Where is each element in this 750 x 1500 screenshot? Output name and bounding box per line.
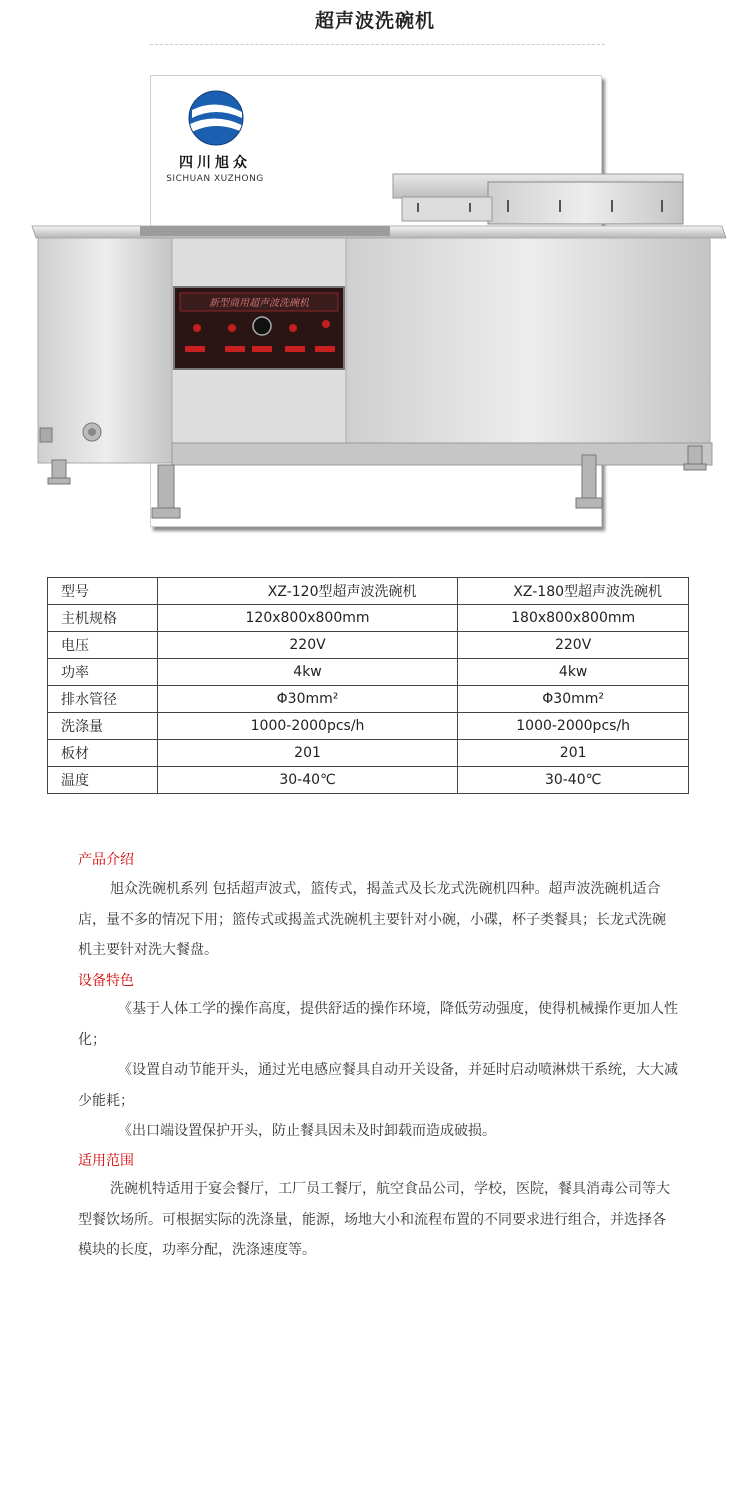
feature-item: 《出口端设置保护开头，防止餐具因未及时卸载而造成破损。 (118, 1123, 496, 1139)
table-cell: 30-40℃ (157, 767, 458, 794)
table-row (48, 659, 689, 686)
table-cell: 型号 (48, 578, 158, 605)
dishwasher-illustration (0, 0, 750, 560)
table-cell: 201 (458, 740, 689, 767)
features-heading: 设备特色 (78, 973, 134, 989)
table-cell: 201 (157, 740, 458, 767)
feature-item: 《设置自动节能开头，通过光电感应餐具自动开关设备，并延时启动喷淋烘干系统，大大减少能耗； (78, 1062, 678, 1109)
table-cell: Φ30mm² (157, 686, 458, 713)
machine-body-right (346, 238, 710, 453)
company-logo-icon (162, 88, 272, 150)
table-cell: 180x800x800mm (458, 605, 689, 632)
table-cell: 4kw (458, 659, 689, 686)
scope-body: 洗碗机特适用于宴会餐厅，工厂员工餐厅，航空食品公司，学校，医院，餐具消毒公司等大型餐饮场所。可根据实际的洗涤量，能源，场地大小和流程布置的不同要求进行组合，并选择各模块的长度，功率分配，洗涤速度等。 (78, 1181, 670, 1258)
control-panel-label: 新型商用超声波洗碗机 (209, 298, 309, 309)
machine-base (172, 443, 712, 465)
lid-handle (402, 197, 492, 221)
table-cell: XZ-120型超声波洗碗机 (157, 578, 458, 605)
table-cell: 板材 (48, 740, 158, 767)
tank-opening (140, 226, 390, 236)
company-name-en: SICHUAN XUZHONG (166, 174, 264, 184)
spec-table (47, 577, 689, 794)
table-cell: 120x800x800mm (157, 605, 458, 632)
company-name-cn: 四川旭众 (179, 155, 251, 171)
table-row (48, 578, 689, 605)
table-row (48, 632, 689, 659)
table-cell: 功率 (48, 659, 158, 686)
table-cell: 排水管径 (48, 686, 158, 713)
intro-body: 旭众洗碗机系列 包括超声波式，篮传式，揭盖式及长龙式洗碗机四种。超声波洗碗机适合店，量不多的情况下用；篮传式或揭盖式洗碗机主要针对小碗，小碟，杯子类餐具；长龙式洗碗机主要针对洗大餐盘。 (78, 881, 666, 958)
table-cell: 220V (157, 632, 458, 659)
table-row (48, 686, 689, 713)
machine-body-left (38, 238, 174, 463)
table-cell: 洗涤量 (48, 713, 158, 740)
feature-item: 《基于人体工学的操作高度，提供舒适的操作环境，降低劳动强度，使得机械操作更加人性化； (78, 1001, 678, 1048)
table-cell: 主机规格 (48, 605, 158, 632)
intro-heading: 产品介绍 (78, 852, 134, 868)
table-row (48, 740, 689, 767)
table-cell: XZ-180型超声波洗碗机 (458, 578, 689, 605)
page-title: 超声波洗碗机 (314, 10, 435, 32)
table-cell: 30-40℃ (458, 767, 689, 794)
table-row (48, 605, 689, 632)
table-cell: 4kw (157, 659, 458, 686)
table-cell: 1000-2000pcs/h (157, 713, 458, 740)
table-cell: 温度 (48, 767, 158, 794)
table-cell: 电压 (48, 632, 158, 659)
panel-dial (253, 317, 271, 335)
table-row (48, 767, 689, 794)
table-cell: Φ30mm² (458, 686, 689, 713)
table-cell: 220V (458, 632, 689, 659)
lid-rack-front (488, 182, 683, 224)
table-cell: 1000-2000pcs/h (458, 713, 689, 740)
scope-heading: 适用范围 (78, 1153, 134, 1169)
table-row (48, 713, 689, 740)
